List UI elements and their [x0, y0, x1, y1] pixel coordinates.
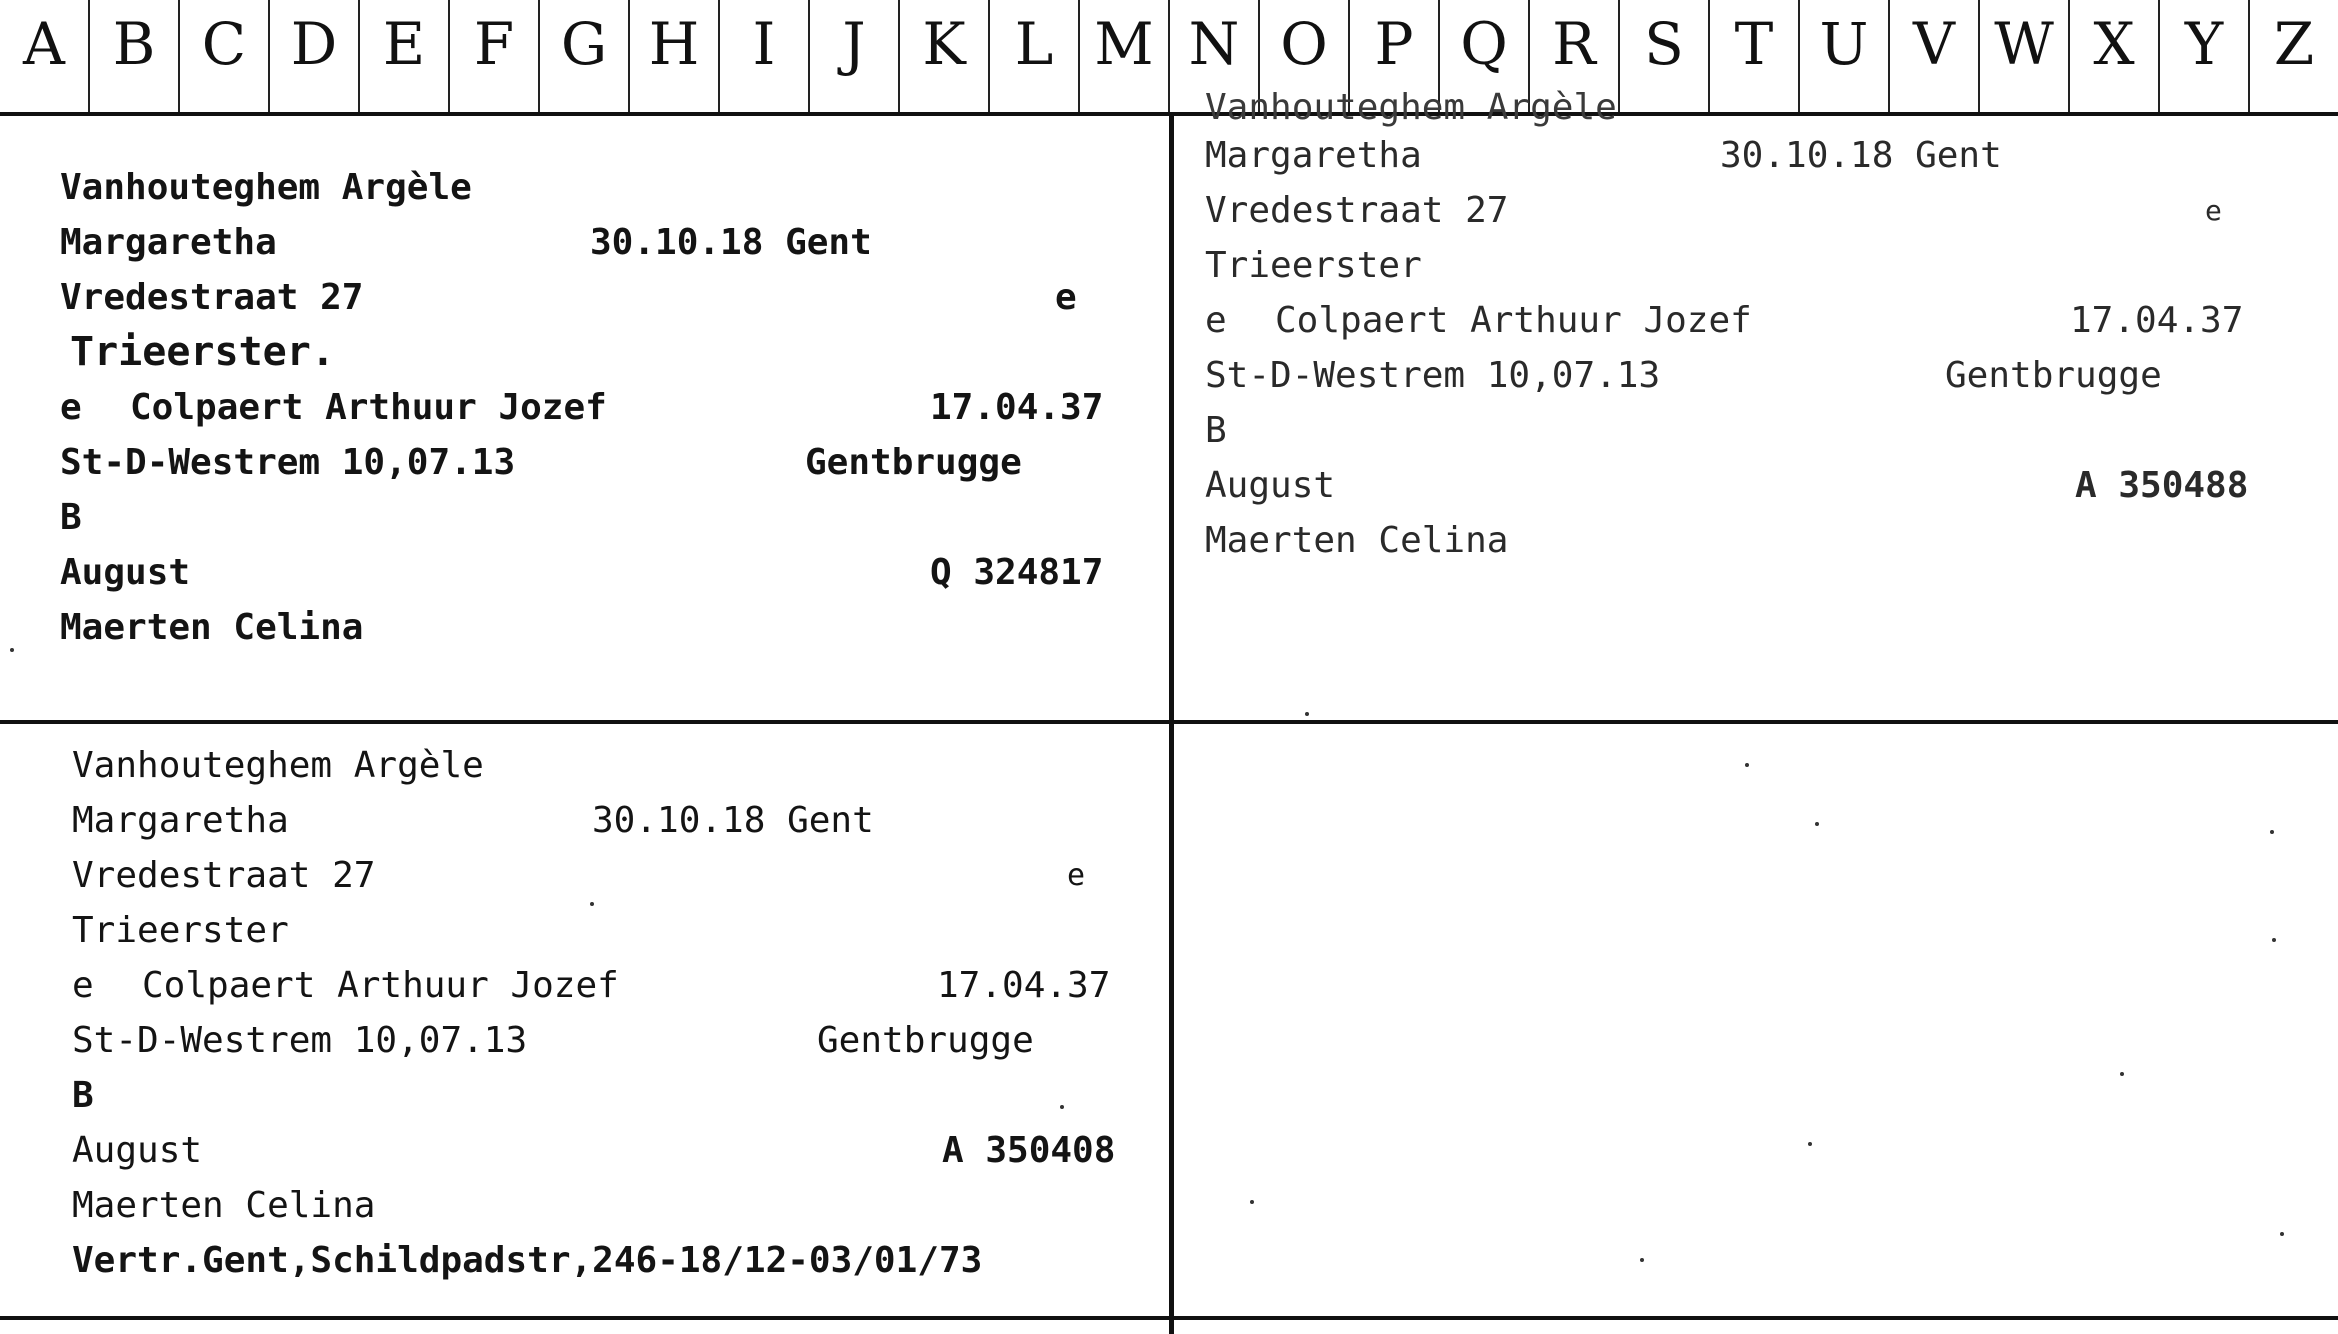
spouse-place: Gentbrugge: [817, 1020, 1034, 1061]
scan-speck: [2120, 1072, 2124, 1076]
scan-speck: [1250, 1200, 1254, 1204]
mother-name: Maerten Celina: [1205, 520, 1509, 561]
spouse-name: Colpaert Arthuur Jozef: [142, 965, 619, 1006]
name-line: Vanhouteghem Argèle: [60, 167, 472, 208]
spouse-name: Colpaert Arthuur Jozef: [130, 387, 607, 428]
father-name: August: [72, 1130, 203, 1171]
occupation: Trieerster: [72, 910, 289, 951]
scan-speck: [1305, 712, 1309, 716]
index-letter: P: [1350, 0, 1440, 112]
spouse-place: Gentbrugge: [805, 442, 1022, 483]
alphabet-index-strip: [0, 0, 2338, 116]
marker: e: [1067, 858, 1086, 893]
spouse-birth: St-D-Westrem 10,07.13: [60, 442, 516, 483]
given-name: Margaretha: [1205, 135, 1422, 176]
address: Vredestraat 27: [72, 855, 376, 896]
scan-speck: [2272, 938, 2276, 942]
index-letter: R: [1530, 0, 1620, 112]
scan-speck: [2270, 830, 2274, 834]
occupation: Trieerster: [1205, 245, 1422, 286]
index-letter: L: [990, 0, 1080, 112]
index-letter: X: [2070, 0, 2160, 112]
reference-number: Q 324817: [930, 552, 1104, 593]
spouse-prefix: e: [1205, 300, 1227, 341]
relocation-note: Vertr.Gent,Schildpadstr,246-18/12-03/01/73: [72, 1240, 983, 1281]
occupation: Trieerster.: [70, 329, 335, 375]
given-name: Margaretha: [72, 800, 289, 841]
given-name: Margaretha: [60, 222, 277, 263]
index-letter: E: [360, 0, 450, 112]
index-letter: Z: [2273, 10, 2315, 78]
father-name: August: [1205, 465, 1336, 506]
name-line: Vanhouteghem Argèle: [1205, 87, 1617, 128]
card-bottom-edge: [0, 1316, 2338, 1320]
scan-speck: [1808, 1142, 1812, 1146]
index-letter: A: [0, 0, 90, 112]
card-divider-horizontal: [0, 720, 2338, 724]
index-letter: O: [1260, 0, 1350, 112]
father-name: August: [60, 552, 191, 593]
scan-speck: [590, 902, 594, 906]
scan-speck: [2280, 1232, 2284, 1236]
scan-speck: [1640, 1258, 1644, 1262]
index-letter: J: [810, 0, 900, 112]
birth-date-place: 30.10.18 Gent: [590, 222, 872, 263]
index-letter: G: [540, 0, 630, 112]
index-letter: T: [1710, 0, 1800, 112]
index-letter: Y: [2160, 0, 2250, 112]
category: B: [1205, 410, 1227, 451]
marker: e: [2205, 194, 2222, 227]
index-letter: D: [270, 0, 360, 112]
address: Vredestraat 27: [60, 277, 364, 318]
marker: e: [1055, 277, 1077, 318]
name-line: Vanhouteghem Argèle: [72, 745, 484, 786]
index-letter: I: [720, 0, 810, 112]
index-letter: Q: [1440, 0, 1530, 112]
index-letter: K: [900, 0, 990, 112]
card-divider-vertical: [1169, 116, 1174, 1334]
index-letter: H: [630, 0, 720, 112]
spouse-place: Gentbrugge: [1945, 355, 2162, 396]
mother-name: Maerten Celina: [72, 1185, 376, 1226]
index-letter: C: [180, 0, 270, 112]
index-letter: S: [1620, 0, 1710, 112]
marriage-date: 17.04.37: [2070, 300, 2244, 341]
scan-speck: [1060, 1105, 1064, 1109]
birth-date-place: 30.10.18 Gent: [1720, 135, 2002, 176]
reference-number: A 350488: [2075, 465, 2249, 506]
index-letter: B: [90, 0, 180, 112]
index-letter: U: [1800, 0, 1890, 112]
scan-speck: [1815, 822, 1819, 826]
mother-name: Maerten Celina: [60, 607, 364, 648]
marriage-date: 17.04.37: [930, 387, 1104, 428]
spouse-name: Colpaert Arthuur Jozef: [1275, 300, 1752, 341]
scan-speck: [10, 648, 14, 652]
spouse-birth: St-D-Westrem 10,07.13: [1205, 355, 1661, 396]
category: B: [60, 497, 82, 538]
index-letter: W: [1980, 0, 2070, 112]
spouse-prefix: e: [60, 387, 82, 428]
category: B: [72, 1075, 94, 1116]
address: Vredestraat 27: [1205, 190, 1509, 231]
index-letter: M: [1080, 0, 1170, 112]
spouse-prefix: e: [72, 965, 94, 1006]
marriage-date: 17.04.37: [937, 965, 1111, 1006]
index-letter: F: [450, 0, 540, 112]
spouse-birth: St-D-Westrem 10,07.13: [72, 1020, 528, 1061]
reference-number: A 350408: [942, 1130, 1116, 1171]
birth-date-place: 30.10.18 Gent: [592, 800, 874, 841]
index-letter: N: [1170, 0, 1260, 112]
scan-speck: [1745, 763, 1749, 767]
index-letter: V: [1890, 0, 1980, 112]
